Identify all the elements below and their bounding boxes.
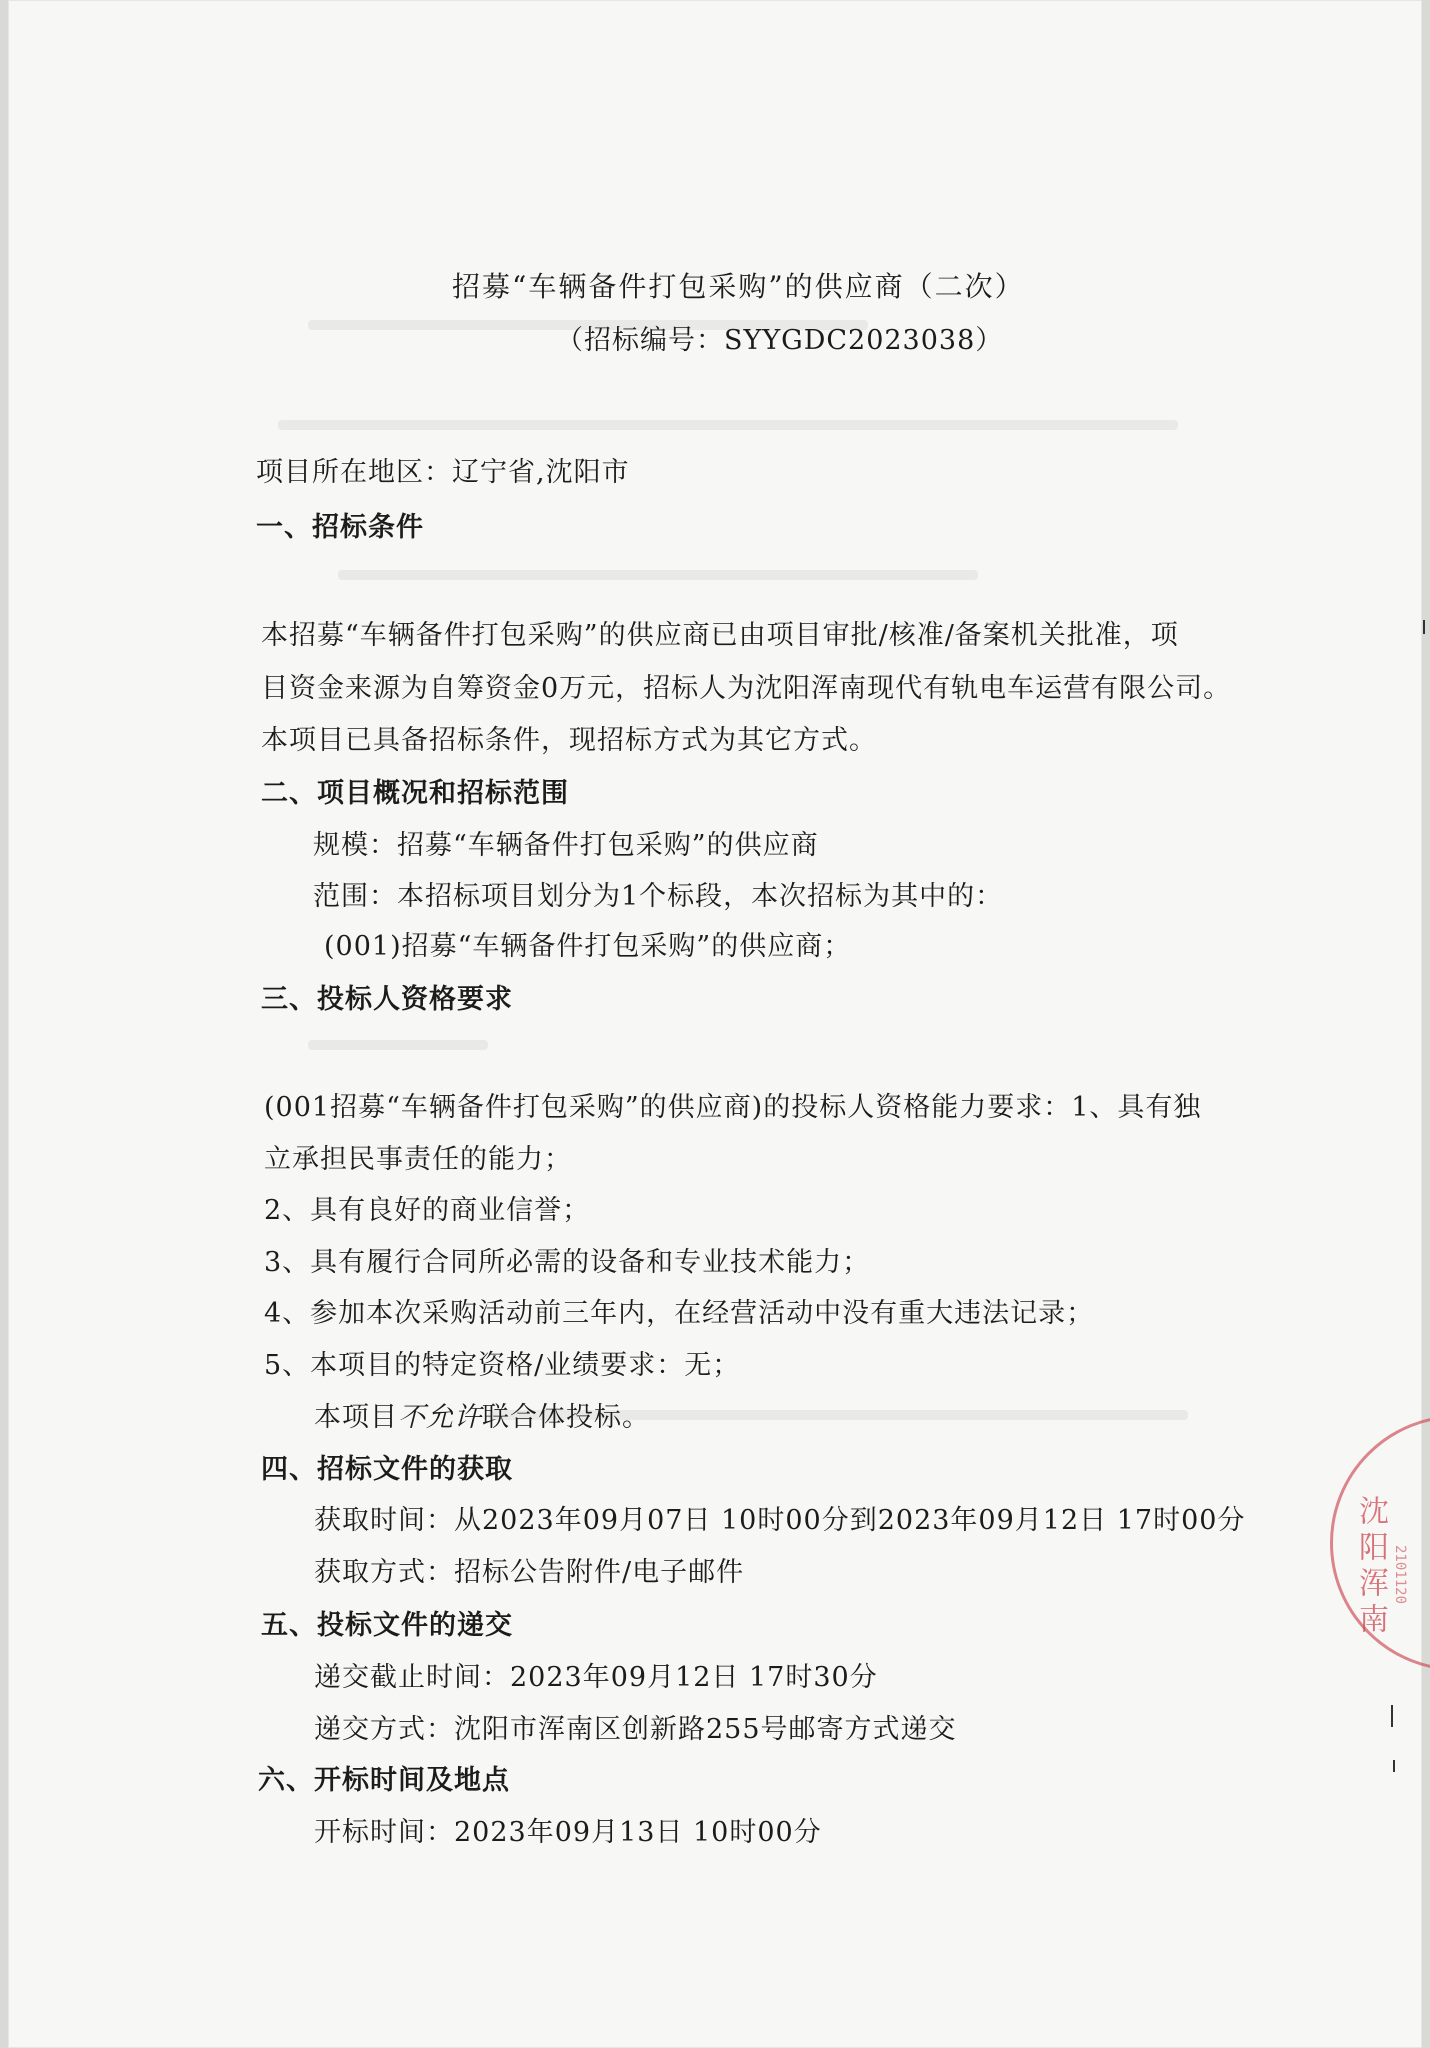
section-heading-1: 一、招标条件 xyxy=(256,512,424,543)
scope-line: 范围：本招标项目划分为1个标段，本次招标为其中的： xyxy=(313,881,1004,912)
margin-mark xyxy=(1423,620,1425,634)
section-heading-5: 五、投标文件的递交 xyxy=(261,1610,513,1641)
section-heading-6: 六、开标时间及地点 xyxy=(258,1765,510,1796)
paragraph-line: 本招募“车辆备件打包采购”的供应商已由项目审批/核准/备案机关批准，项 xyxy=(261,620,1179,651)
requirement-line: 2、具有良好的商业信誉； xyxy=(264,1195,591,1226)
opening-time: 开标时间：2023年09月13日 10时00分 xyxy=(314,1817,822,1848)
margin-mark xyxy=(1393,1760,1395,1772)
submit-method: 递交方式：沈阳市浑南区创新路255号邮寄方式递交 xyxy=(314,1714,957,1745)
section-heading-3: 三、投标人资格要求 xyxy=(261,984,513,1015)
requirement-line: 5、本项目的特定资格/业绩要求：无； xyxy=(264,1350,741,1381)
paragraph-line: 本项目已具备招标条件，现招标方式为其它方式。 xyxy=(261,725,877,756)
acquire-time: 获取时间：从2023年09月07日 10时00分到2023年09月12日 17时00分 xyxy=(314,1505,1246,1536)
lot-line: (001)招募“车辆备件打包采购”的供应商； xyxy=(324,931,852,962)
document-title: 招募“车辆备件打包采购”的供应商（二次） xyxy=(452,270,1025,303)
project-location: 项目所在地区：辽宁省,沈阳市 xyxy=(256,457,630,488)
joint-bid-line xyxy=(314,1395,650,1434)
company-seal xyxy=(1330,1395,1430,1695)
joint-bid-suffix: 联合体投标。 xyxy=(482,1402,650,1433)
show-through-mark xyxy=(308,1040,488,1050)
document-page xyxy=(8,0,1422,2048)
bid-number: （招标编号：SYYGDC2023038） xyxy=(556,325,1004,356)
seal-text: 沈阳浑南 xyxy=(1353,1495,1388,1639)
submit-deadline: 递交截止时间：2023年09月12日 17时30分 xyxy=(314,1662,878,1693)
requirement-line: (001招募“车辆备件打包采购”的供应商)的投标人资格能力要求：1、具有独 xyxy=(264,1092,1202,1123)
joint-bid-handwritten: 不允许 xyxy=(398,1402,482,1433)
requirement-line: 3、具有履行合同所必需的设备和专业技术能力； xyxy=(264,1247,871,1278)
seal-number: 2101120 xyxy=(1392,1545,1408,1605)
margin-mark xyxy=(1391,1705,1393,1727)
show-through-mark xyxy=(278,420,1178,430)
section-heading-4: 四、招标文件的获取 xyxy=(261,1454,513,1485)
scale-line: 规模：招募“车辆备件打包采购”的供应商 xyxy=(313,830,819,861)
requirement-line: 立承担民事责任的能力； xyxy=(264,1144,572,1175)
show-through-mark xyxy=(338,570,978,580)
requirement-line: 4、参加本次采购活动前三年内，在经营活动中没有重大违法记录； xyxy=(264,1298,1095,1329)
joint-bid-prefix: 本项目 xyxy=(314,1402,398,1433)
section-heading-2: 二、项目概况和招标范围 xyxy=(261,778,569,809)
acquire-method: 获取方式：招标公告附件/电子邮件 xyxy=(314,1557,745,1588)
paragraph-line: 目资金来源为自筹资金0万元，招标人为沈阳浑南现代有轨电车运营有限公司。 xyxy=(261,673,1232,704)
